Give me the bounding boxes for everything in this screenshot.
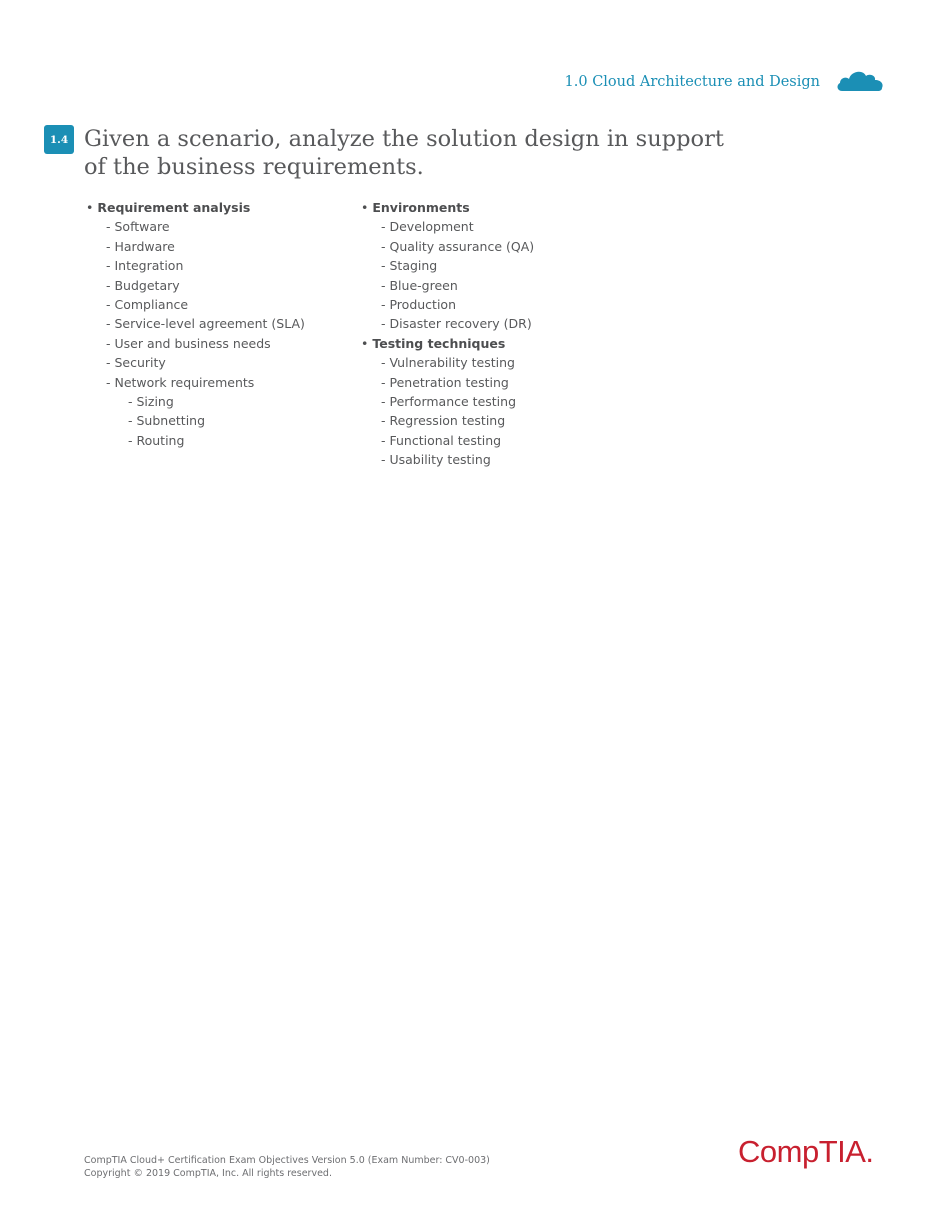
list-item-label: Budgetary	[114, 277, 180, 293]
list-item-label: Performance testing	[389, 393, 517, 409]
list-item-label: User and business needs	[114, 335, 271, 351]
list-item	[361, 276, 621, 295]
list-item	[361, 295, 621, 314]
comptia-logo: CompTIA.	[738, 1134, 874, 1169]
dash-marker: -	[106, 238, 115, 254]
list-item	[361, 314, 621, 333]
dash-marker: -	[381, 355, 390, 371]
list-heading	[86, 198, 346, 217]
list-item-label: Hardware	[114, 238, 175, 254]
list-item-label: Subnetting	[136, 413, 206, 429]
section-header-title: 1.0 Cloud Architecture and Design	[564, 74, 820, 90]
left-column-list	[86, 198, 346, 450]
dash-marker: -	[106, 355, 115, 371]
list-item-label: Development	[389, 219, 474, 235]
list-item	[361, 217, 621, 236]
list-item	[86, 431, 346, 450]
footer-line-1: CompTIA Cloud+ Certification Exam Objectives Version 5.0 (Exam Number: CV0-003)	[84, 1155, 490, 1166]
list-item-label: Disaster recovery (DR)	[389, 316, 532, 332]
list-item-label: Vulnerability testing	[389, 355, 515, 371]
dash-marker: -	[128, 432, 137, 448]
dash-marker: -	[381, 432, 390, 448]
list-item-label: Blue-green	[389, 277, 458, 293]
list-item-label: Integration	[114, 258, 184, 274]
list-item-label: Requirement analysis	[97, 200, 251, 215]
list-item-label: Network requirements	[114, 374, 255, 390]
dash-marker: -	[381, 452, 390, 468]
list-item	[361, 431, 621, 450]
dash-marker: -	[106, 335, 115, 351]
list-item	[86, 411, 346, 430]
dash-marker: -	[128, 393, 137, 409]
list-item	[86, 276, 346, 295]
list-item-label: Routing	[136, 432, 185, 448]
list-item	[361, 353, 621, 372]
dash-marker: -	[381, 374, 390, 390]
list-heading	[361, 334, 621, 353]
dash-marker: -	[381, 277, 390, 293]
bullet-marker: •	[361, 200, 373, 215]
list-item-label: Software	[114, 219, 170, 235]
objective-number-badge: 1.4	[44, 125, 74, 154]
dash-marker: -	[106, 316, 115, 332]
list-item-label: Usability testing	[389, 452, 491, 468]
list-item	[86, 392, 346, 411]
list-item	[86, 353, 346, 372]
list-item-label: Security	[114, 355, 166, 371]
list-item-label: Regression testing	[389, 413, 506, 429]
list-item-label: Staging	[389, 258, 438, 274]
list-item	[86, 217, 346, 236]
dash-marker: -	[106, 258, 115, 274]
list-item	[86, 237, 346, 256]
list-item	[86, 295, 346, 314]
dash-marker: -	[381, 316, 390, 332]
right-column-list	[361, 198, 621, 469]
dash-marker: -	[381, 219, 390, 235]
list-item	[86, 373, 346, 392]
list-item	[361, 237, 621, 256]
list-heading	[361, 198, 621, 217]
bullet-marker: •	[86, 200, 98, 215]
list-item	[361, 256, 621, 275]
list-item	[361, 411, 621, 430]
dash-marker: -	[381, 296, 390, 312]
dash-marker: -	[106, 277, 115, 293]
list-item	[86, 314, 346, 333]
list-item-label: Penetration testing	[389, 374, 509, 390]
dash-marker: -	[381, 393, 390, 409]
objective-title: Given a scenario, analyze the solution design in support of the business requirements.	[84, 126, 724, 180]
list-item-label: Sizing	[136, 393, 174, 409]
dash-marker: -	[381, 238, 390, 254]
list-item-label: Production	[389, 296, 456, 312]
dash-marker: -	[106, 219, 115, 235]
list-item	[361, 373, 621, 392]
footer-copyright: Copyright © 2019 CompTIA, Inc. All rights reserved.	[84, 1168, 332, 1179]
list-item-label: Quality assurance (QA)	[389, 238, 535, 254]
dash-marker: -	[381, 258, 390, 274]
list-item	[361, 392, 621, 411]
list-item-label: Functional testing	[389, 432, 502, 448]
dash-marker: -	[381, 413, 390, 429]
dash-marker: -	[106, 296, 115, 312]
cloud-icon	[836, 68, 884, 92]
list-item-label: Environments	[372, 200, 470, 215]
dash-marker: -	[106, 374, 115, 390]
list-item-label: Service-level agreement (SLA)	[114, 316, 305, 332]
list-item-label: Compliance	[114, 296, 189, 312]
bullet-marker: •	[361, 335, 373, 351]
dash-marker: -	[128, 413, 137, 429]
list-item	[361, 450, 621, 469]
list-item-label: Testing techniques	[372, 335, 506, 351]
list-item	[86, 256, 346, 275]
list-item	[86, 334, 346, 353]
footer-text	[84, 1154, 490, 1180]
